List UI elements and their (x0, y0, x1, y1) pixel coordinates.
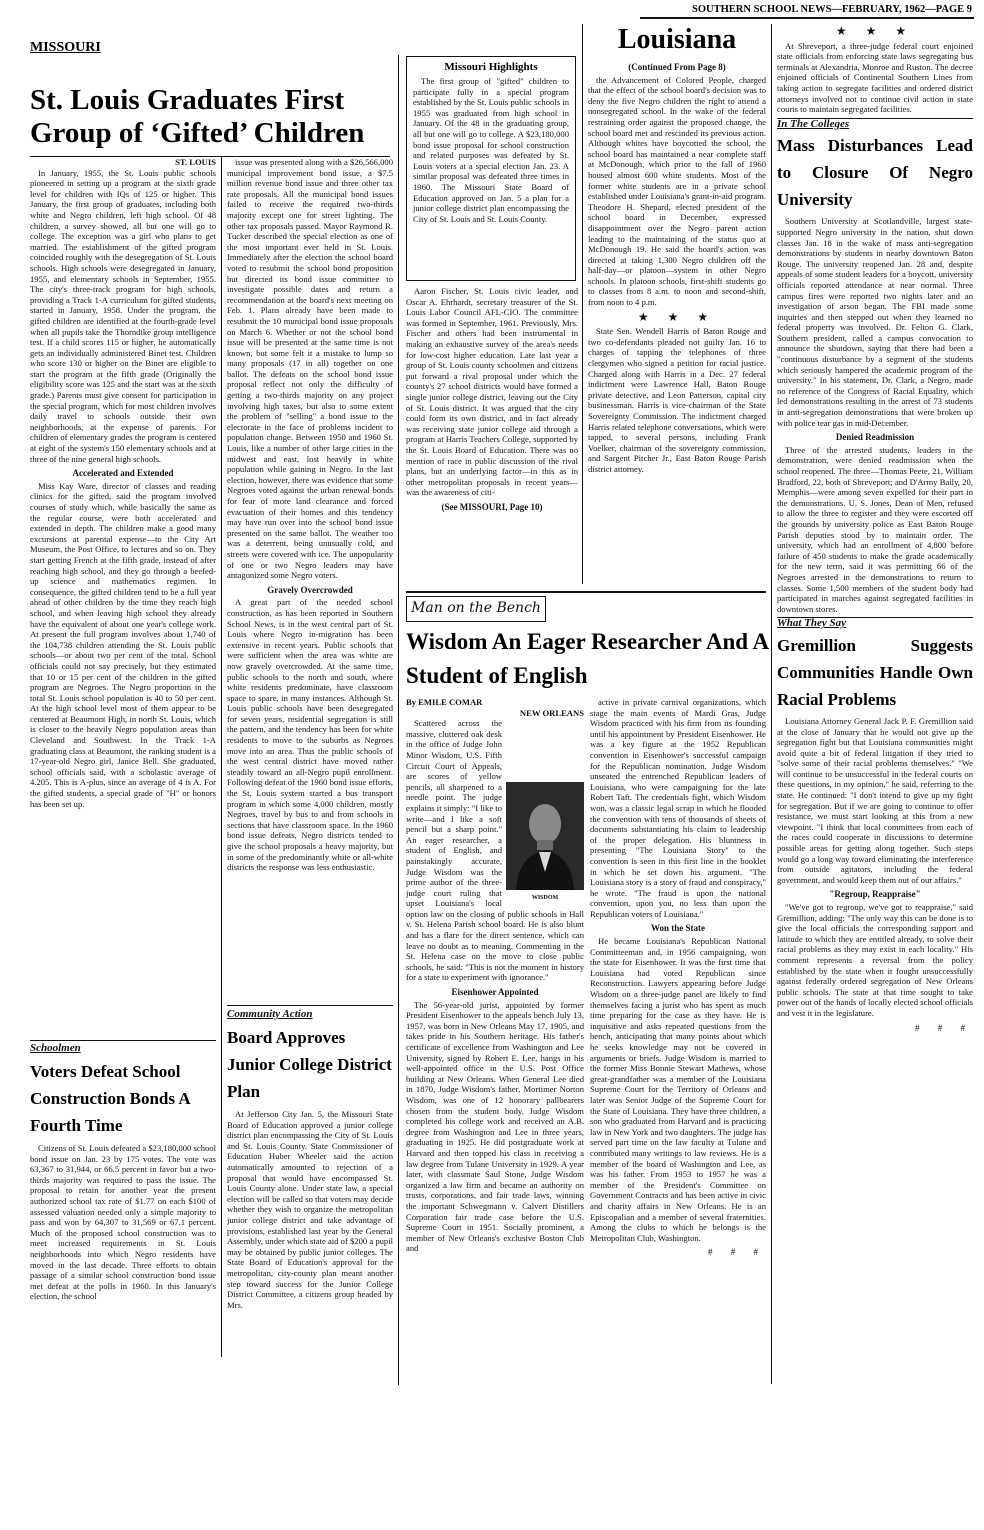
main-col1b-text: Miss Kay Ware, director of classes and reading clinics for the gifted, said the program involved courses of study which, while basically the same as the regular course, were both accelerated and extended in depth. The children make a good many excursions at parental expense—to the City Art Museum, the Post Office, to lectures and so on. They start getting French at the fifth grade, instead of after reaching high school, and they go through a beefed-up science and mathematics regimen. In consequence, the gifted children tend to be a full year ahead of other children by the time they reach high school, and when leaving high school they already have the equivalent of about one year's college work. At present the full program involves about 1,740 of the 104,738 children attending the St. Louis public schools—or about two per cent of the total. School officials could not say precisely, but they estimated that 10 or 15 per cent of the children in the gifted program are Negroes. The Negro proportion in the total St. Louis school population is 40 to 50 per cent. At the high school level most of them appear to be centered at Beaumont High, in north St. Louis, which is closer to the heavily Negro population areas than Cleveland and Southwest. In the Track 1-A graduating class at Beaumont, the ranking student is a 17-year-old Negro girl, Janice Bell. She graduated, school officials said, with a scholastic average of 4.205. This is A-plus, since an average of 4 is A. For the gifted students, a special grade of "H" or honors has been set up. (30, 480, 216, 809)
col6-end: # # # (915, 1022, 973, 1033)
wisdom-caption: WISDOM (531, 894, 559, 901)
sub-overcrowded: Gravely Overcrowded (267, 584, 353, 595)
bench-col2 (590, 697, 766, 1387)
bench-col2b-text: He became Louisiana's Republican National Committeeman and, in 1956 campaigning, won the state for Eisenhower. It was the first time that Louisiana had voted Republican since Reconstruction. Lawyers appearing before Judge Wisdom on a three-judge panel are likely to find themselves facing a jurist who has spent as much time preparing for the case as they have. He is inquisitive and asks repeated questions from the bench, anticipating that many points about which he seeks knowledge may not be covered in arguments or briefs. Judge Wisdom is married to the former Miss Bonnie Stewart Mathews, whose great-grandfather was a member of the Louisiana Supreme Court for the Territory of Orleans and later was Senior Judge of the Supreme Court for the State of Louisiana. They have three children, a son who graduated from Harvard and is practicing law in New York and two daughters. The judge has served part time on the law faculty at Tulane and contributed many writings to law reviews. He is a member of the board of Washington and Lee, as was his father. From 1953 to 1957 he was a member of the President's Committee on Government Contracts and has been active in civic and charity affairs in New Orleans. He is an Episcopalian and a member of several fraternities. Among the clubs to which he belongs is the Metropolitan Club, Washington. (590, 936, 766, 1243)
main-col2b-text: A great part of the needed school construction, as has been reported in Southern School News, is in the west central part of St. Louis where Negro in-migration has been extensive in recent years. Public schools that were sufficient when the area was white are now gravely overcrowded. At the same time, public schools to the north and south, where white residents predominate, have classroom space to spare, in many instances. Although St. Louis public schools have been desegregated for seven years, residential segregation is still the pattern, and the tendency has been for white residents to move to the suburbs as Negroes move into an area. Thus the public schools of the west central district have moved rather steadily toward an all-Negro pupil enrollment. Following defeat of the 1960 bond issue efforts, the St. Louis system started a bus transport program in which some 4,000 children, mostly Negroes, travel by bus to and from schools in sections that have classroom space. In the 1960 bond issue defeats, Negro districts tended to give the school proposals a heavy majority, but in some of the predominantly white or all-white districts the response was less enthusiastic. (227, 597, 393, 873)
gremillion-headline: Gremillion Suggests Communities Handle Own Racial Problems (777, 635, 973, 709)
sub-accelerated: Accelerated and Extended (72, 468, 174, 479)
col6-text2: Three of the arrested students, leaders in the demonstration, were denied readmission when the school reopened. The three—Thomas Peete, 21, William Bradford, 22, both of Shreveport; and D'Army Baily, 20, Memphis—were among seven expelled for their part in the demonstrations. U. S. Jones, Dean of Men, refused to allow the three to register and they were escorted off the grounds by university police as East Baton Rouge Parish deputies stood by to maintain order. The university, which had an enrollment of 4,800 before failure of 450 students to make the grade academically for the new term, said it was permitting 66 of the Negroes arrested in the demonstrations to return to classes. Some 1,500 members of the student body had participated in marches against segregated facilities in downtown stores. (777, 444, 973, 614)
sub-regroup: "Regroup, Reappraise" (829, 889, 921, 900)
bench-col2-text: active in private carnival organizations, which stage the main events of Mardi Gras, Judge Wisdom practiced with his firm from its founding until his appointment by President Eisenhower. He was a key figure at the 1952 Republican convention in Eisenhower's successful campaign for the Republican nomination. Judge Wisdom unseated the entrenched Republican leaders of Louisiana, who were campaigning for the late Robert Taft. The credentials fight, which Wisdom won, was a classic legal scrap in which he flooded the convention with tens of thousands of sheets of documents substantiating his claim to leadership of the proper delegation. His bluntness in presenting "The Louisiana Story" to the convention is seen in this first line in the booklet in which he set down his argument. "The Louisiana story is a story of fraud and conspiracy," he wrote. "The fraud is upon the national convention, upon you, no less than upon the Republican voters of Louisiana." (590, 697, 766, 919)
col6 (777, 22, 973, 1390)
col3-continuation (406, 286, 578, 561)
bench-col1-text: Scattered across the massive, cluttered oak desk in the office of Judge John Minor Wisdom, U.S. Fifth Circuit Court of Appeals, are scores of yellow pencils, all sharpened to a needle point. The judge explains it simply: "I like to write—and I like a soft pencil but a sharp point." An eager researcher, a student of English, and painstakingly accurate, Judge Wisdom was the prime author of the three-judge court ruling that upset Louisiana's local option law on the closing of public schools in Hall v. St. Helena Parish school board. He is also blunt and has a flare for the direct sentence, which can leave no doubt as to meaning. Commenting in the St. Helena case on the move to close public schools, he said: "This is not the moment in history for a state to experiment with ignorance." (406, 718, 584, 983)
colleges-kicker: In The Colleges (777, 117, 850, 130)
bench-logo (406, 596, 546, 622)
bench-col1 (406, 697, 584, 1387)
community-text: At Jefferson City Jan. 5, the Missouri State Board of Education approved a junior college district plan encompassing the City of St. Louis and St. Louis County. State Commissioner of Education Huber Wheeler said the action automatically amounted to rejection of a proposal that would have encompassed St. Louis County alone. Under state law, a special election will be called so that voters may decide whether they wish to organize the metropolitan junior college district and take advantage of provisions, established last year by the General Assembly, under which state aid of $200 a pupil may be obtained by public junior colleges. The State Board of Education's approval for the metropolitan, city-county plan meant another step toward success for the Junior College District Committee, a citizens group headed by Mrs. (227, 1109, 393, 1310)
main-col1-text: In January, 1955, the St. Louis public schools pioneered in setting up a program at the sixth grade level for children with IQs of 125 or higher. This January, the first group of graduates, including both white and Negro children, left high school. Of 48 children, a survey showed, all but one will go to college. The exception was a girl who plans to get married. The establishment of the gifted program coincided roughly with the desegregation of St. Louis schools. High schools were desegregated in January, 1955, and elementary schools in September, 1955. The city's three-track program for high schools, providing a Track 1-A curriculum for gifted students, started in January, 1958. Under the program, the gifted children are identified at the fourth-grade level when all pupils take the Thorndike group intelligence test. If a child scores 115 or higher, he automatically gets an individually administered Binet test. Children who score 130 or higher on the Binet are eligible to start the program at the fifth grade (Originally the eligibility score was 125 and the start was at the sixth grade.) Parents must give consent for participation in the special program, which for most children involves daily travel to schools outside their own neighborhoods, at the expense of parents. For children of elementary grades the program is centered at eight of the system's 150 elementary schools and at three of the nine general high schools. (30, 167, 216, 464)
sub-won-state: Won the State (651, 923, 705, 934)
sub-readmission: Denied Readmission (835, 432, 915, 443)
whattheysay-kicker: What They Say (777, 617, 847, 630)
col6-text1: Southern University at Scotlandville, largest state-supported Negro university in the nation, shut down classes Jan. 18 in the wake of mass anti-segregation demonstrations by students in nearby downtown Baton Rouge. The university reopened Jan. 28 and, despite appeals of some student leaders for a boycott, university officials reported attendance at near normal. Three campus fires were reported two nights later and an investigation of arson began. The FBI made some inquiries and then stepped out when they learned no federal property was involved. Dr. Felton G. Clark, Southern president, called a campus convocation to announce the shutdown, saying that there had been a "continuous disturbance by a segment of the students which seriously hampered the academic program of the university." In his statement, Dr. Clark, a Negro, made no reference of the Congress of Racial Equality, which led demonstrations resulting in the arrest of 73 students in anti-segregation demonstrations that were broken up with police tear gas in mid-December. (777, 216, 973, 428)
col3-text: Aaron Fischer, St. Louis civic leader, and Oscar A. Ehrhardt, secretary treasurer of the St. Louis Labor Council AFL-CIO. The committee was formed in September, 1961. Previously, Mrs. Fischer and others had been instrumental in making an exhaustive survey of the area's needs for low-cost higher education. Late last year a group of St. Louis county schoolmen and citizens put forward a rival proposal under which the county's 27 school districts would have formed a single junior college district, leaving out the City of St. Louis district. It was argued that the city could form its own district, and in fact already was receiving state junior college aid through a program at Harris Teachers College, supported by the St. Louis Board of Education. There was no mention of race in public discussion of the rival plans, but an underlying factor—in this as in other metropolitan proposals in recent years—was the awareness of citi- (406, 286, 578, 498)
main-headline: St. Louis Graduates First Group of ‘Gifted’ Children (30, 84, 365, 149)
colleges-headline: Mass Disturbances Lead to Closure Of Negro University (777, 136, 973, 210)
bench-byline: By EMILE COMAR (406, 697, 483, 707)
bench-headline: Wisdom An Eager Researcher And A Student of English (406, 629, 768, 688)
bench-logo-text: Man on the Bench (411, 600, 541, 616)
schoolmen-kicker: Schoolmen (30, 1042, 81, 1054)
col6-stars: ★ ★ ★ (835, 24, 915, 38)
col-rule-2 (398, 55, 399, 1385)
louisiana-stars: ★ ★ ★ (637, 309, 717, 324)
schoolmen-headline: Voters Defeat School Construction Bonds A Fourth Time (30, 1062, 190, 1135)
louisiana-continued: (Continued From Page 8) (628, 62, 726, 72)
col6-text3: Louisiana Attorney General Jack P. F. Gremillion said at the close of January that he would not give up the segregation fight but that Louisiana communities might avoid quite a bit of federal litigation if they tried to "solve some of their racial problems themselves." "We will continue to be unsuccessful in the federal courts on these questions, in my opinion," he said, referring to the state. He continued: "I don't intend to give up my fight for segregation. But if we are going to continue to offer resistance, we must start looking at this from a new viewpoint. "I think that local committees from each of the races could cooperate in discussions to determine possible areas for getting along together. Such steps would go a long way toward eliminating the interference from outside agitators, including the federal government, and would keep them out of our affairs." (777, 715, 973, 885)
wisdom-photo (506, 782, 584, 900)
schoolmen-text: Citizens of St. Louis defeated a $23,180,000 school bond issue on Jan. 23 by 175 votes. The vote was 63,367 to 31,944, or 66.5 percent in favor but a two-thirds majority was required to pass the issue. The proposal to retain for another year the present authorized school tax rate of $1.77 on each $100 of assessed valuation needed only a simple majority to pass and won by 64,307 to 31,569 or 67.1 percent. Much of the proposed school construction was to meet increased requirements in St. Louis neighborhoods into which Negro residents have moved in the last decade. Three efforts to obtain passage of a similar school construction bond issue met defeat at the polls in 1960. In this January's election, the school (30, 1143, 216, 1302)
louisiana-text1: the Advancement of Colored People, charged that the effect of the school board's decision was to deny the five Negro children the right to attend a nonsegregated school. In the wake of the federal restraining order against the proposed change, the school board met and rescinded its previous action. Although whites have boycotted the school, the school board has maintained a near complete staff at McDonough, which prior to the fall of 1960 housed almost 600 white students. Most of the former white students are in a private school established under Louisiana's grant-in-aid program. Theodore H. Shepard, elected president of the school board in December, expressed disappointment over the Negro parent action leading to the maintaining of the status quo at McDonough 19. He said the board's action was directed at taking 1,300 Negro children off the half-day—or platoon—system in other Negro schools. In platoon schools, first-shift students go to classes from 8 a.m. to noon and second-shift, from noon to 4 p.m. (588, 74, 766, 308)
louisiana-title: Louisiana (617, 24, 737, 55)
main-col2-text: issue was presented along with a $26,566,000 municipal improvement bond issue, a $7.5 million revenue bond issue and three other tax rate proposals. All the municipal bond issues failed to receive the required two-thirds majority except one for street lighting. The other tax proposals passed. Mayor Raymond R. Tucker described the special election as one of the most important ever held in St. Louis. Immediately after the election the school board voted to resubmit the school bond proposition but directed its bond issue committee to investigate possible dates and return a recommendation at the board's next meeting on Feb. 1. Plans already have been made to resubmit the 10 municipal bond issue proposals on March 6. Whether or not the school bond issue will be presented at the same time is not known, but some felt it a mistake to lump so many proposals (17 in all) together on one ballot. The defeats on the school bond issue proposal reflect not only the difficulty of getting a two-thirds majority on any project involving high taxes, but also to some extent the problem of "selling" a bond issue to the electorate in the face of problems incident to population change. Between 1950 and 1960 St. Louis, like a number of other large cities in the midwest and east, lost heavily in white population while gaining in Negro. In the last election, however, there was evidence that some Negroes voted against the urban renewal bonds for fear of more land clearance and forced evacuation of their homes and this tendency may have run over into the school bond issue presented on the same ballot. The weather too was a deterrent, being unusually cold, and streets were covered with ice. The unpopularity of one or two Negro leaders may have antagonized some Negro voters. (227, 157, 393, 581)
col6-text0: At Shreveport, a three-judge federal court enjoined state officials from enforcing state laws segregating bus terminals at Alexandria, Monroe and Ruston. The decree enjoined officials of Continental Southern Lines from taking action to segregate facilities and ordered district attorneys involved not to continue civil action in state courts to maintain segregated facilities. (777, 40, 973, 115)
community-block (227, 1008, 393, 1388)
bench-col1b-text: The 56-year-old jurist, appointed by former President Eisenhower to the appeals bench July 13, 1957, was born in New Orleans May 17, 1905, and takes pride in his Southern heritage. His father's certificate of excellence from Washington and Lee University, signed by Robert E. Lee, hangs in his well-appointed office in the U.S. Post Office building at New Orleans. When General Lee died in 1870, Judge Wisdom's father, Mortimer Norton Wisdom, was one of 12 honorary pallbearers chosen from the student body. Judge Wisdom completed his college work and received an A.B. degree from Washington and Lee in three years, graduating in 1925. He did postgraduate work at Harvard and then topped his class in receiving a law degree from Tulane University in 1929. A year later, with classmate Saul Stone, Judge Wisdom organized a law firm and became an authority on trusts, corporations, and fair trade laws, winning the important Schwegmann v. Calvert Distillers Corporation fair trade case before the U.S. Supreme Court in 1951. Socially prominent, a member of New Orleans's exclusive Boston Club and (406, 999, 584, 1254)
highlights-box (406, 56, 576, 281)
bench-dateline: NEW ORLEANS (519, 707, 584, 718)
community-kicker: Community Action (227, 1008, 313, 1020)
section-label: MISSOURI (30, 40, 101, 55)
see-page: (See MISSOURI, Page 10) (441, 501, 543, 512)
highlights-text: The first group of "gifted" children to participate fully in a special program established by the St. Louis public schools in 1955 was graduated from high school in January. Of the 48 in the graduating group, all but one will go to college. A $23,180,000 bond issue proposal for school construction and related purposes was defeated by St. Louis voters at a special election Jan. 23. A similar proposal was defeated three times in 1960. The Missouri State Board of Education approved on Jan. 5 a plan for a junior college district plan encompassing the City of St. Louis and St. Louis County. (413, 76, 569, 224)
highlights-title: Missouri Highlights (444, 61, 538, 73)
louisiana-col (588, 62, 766, 592)
col6-text4: "We've got to regroup, we've got to reappraise," said Gremillion, adding: "The only way this can be done is to give the local officials the corresponding support and latitude to which they are entitled already, to solve their racial problems as they may exist in each locality." His comment represents a reversal from the policy established by the state when it fought unsuccessfully against federally ordered segregation of New Orleans public schools. The state at that time sought to take power out of the hands of locally elected school officials and vest it in the legislature. (777, 902, 973, 1018)
bench-end: # # # (708, 1247, 766, 1258)
col-rule-1 (221, 157, 222, 1357)
community-rule (227, 1005, 393, 1006)
sub-eisenhower: Eisenhower Appointed (451, 987, 539, 998)
louisiana-text2: State Sen. Wendell Harris of Baton Rouge and two co-defendants pleaded not guilty Jan. 16 to charges of tapping the telephones of three clergymen who signed a petition for racial justice. Charged along with Harris in a Dec. 27 federal indictment were Lawrence Hall, Baton Rouge private detective, and Leon Patterson, capital city businessman. Harris is vice-chairman of the State Sovereignty Commission. The indictment charged Harris related telephone conversations, which were tapped, to several persons, including Frank Voelker, chairman of the sovereignty commission, and Sargent Pitcher Jr., East Baton Rouge Parish district attorney. (588, 326, 766, 474)
col-rule-4 (771, 24, 772, 1384)
schoolmen-rule (30, 1040, 216, 1041)
bench-top-rule (406, 591, 766, 593)
main-story-col2 (227, 157, 393, 1032)
masthead-rule (640, 17, 974, 19)
main-dateline: ST. LOUIS (175, 157, 216, 167)
masthead: SOUTHERN SCHOOL NEWS—FEBRUARY, 1962—PAGE 9 (692, 4, 972, 15)
community-headline: Board Approves Junior College District Plan (227, 1028, 392, 1101)
col-rule-3 (582, 24, 583, 584)
schoolmen-block (30, 1042, 216, 1392)
